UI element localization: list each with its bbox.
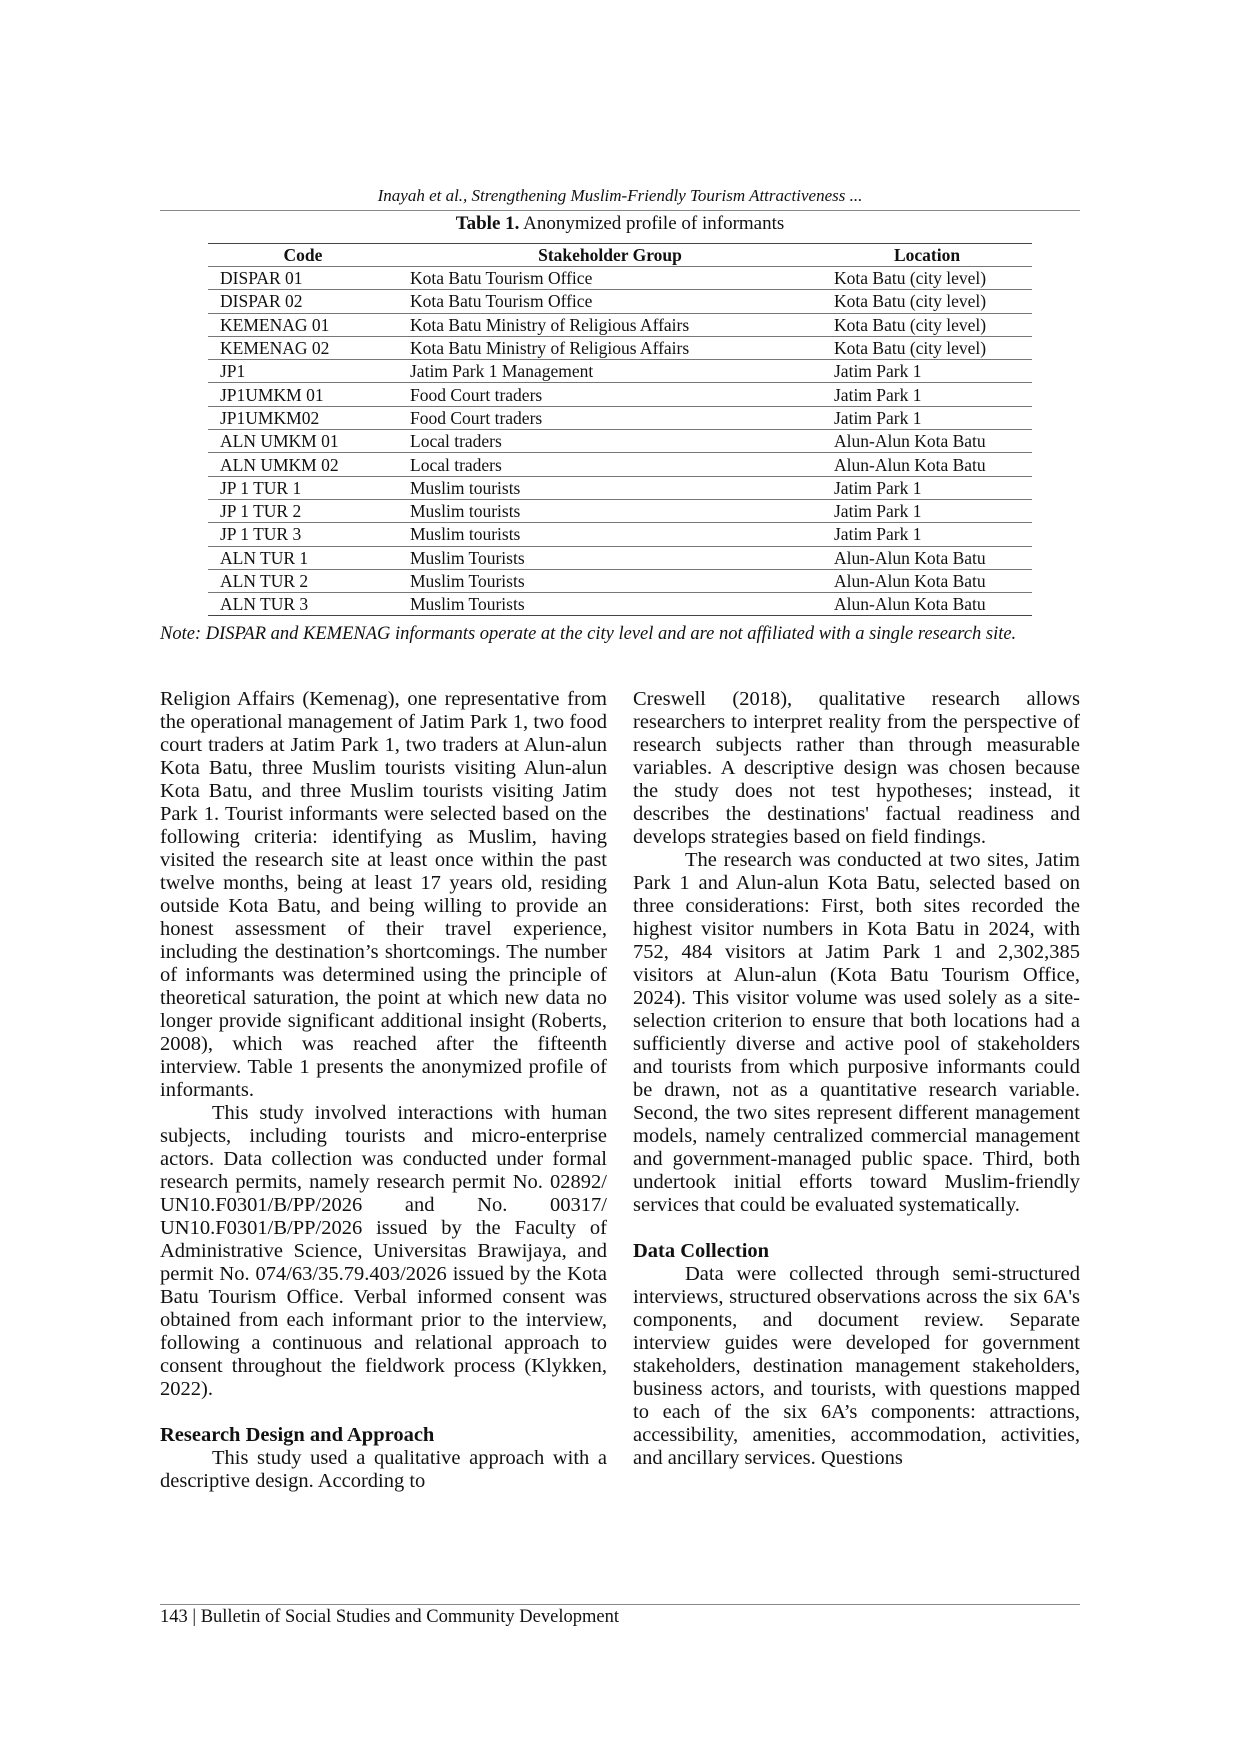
cell-stakeholder-group: Muslim Tourists xyxy=(398,593,822,616)
table-row xyxy=(208,499,1032,522)
cell-stakeholder-group: Local traders xyxy=(398,430,822,453)
table-row xyxy=(208,546,1032,569)
table-row xyxy=(208,476,1032,499)
cell-location: Alun-Alun Kota Batu xyxy=(822,430,1032,453)
cell-code: ALN UMKM 01 xyxy=(208,430,398,453)
cell-code: JP1 xyxy=(208,360,398,383)
cell-location: Jatim Park 1 xyxy=(822,383,1032,406)
header-rule xyxy=(160,210,1080,211)
cell-code: ALN UMKM 02 xyxy=(208,453,398,476)
column-header-code: Code xyxy=(208,244,398,267)
cell-code: KEMENAG 02 xyxy=(208,336,398,359)
cell-code: ALN TUR 3 xyxy=(208,593,398,616)
cell-code: JP 1 TUR 3 xyxy=(208,523,398,546)
cell-stakeholder-group: Muslim tourists xyxy=(398,476,822,499)
table-caption xyxy=(160,212,1080,236)
informants-table xyxy=(208,243,1032,616)
footer-rule xyxy=(160,1604,1080,1605)
section-spacer xyxy=(160,1401,607,1424)
cell-stakeholder-group: Food Court traders xyxy=(398,383,822,406)
cell-stakeholder-group: Food Court traders xyxy=(398,406,822,429)
cell-stakeholder-group: Kota Batu Ministry of Religious Affairs xyxy=(398,313,822,336)
table-row xyxy=(208,290,1032,313)
cell-location: Jatim Park 1 xyxy=(822,476,1032,499)
cell-location: Jatim Park 1 xyxy=(822,499,1032,522)
cell-location: Alun-Alun Kota Batu xyxy=(822,453,1032,476)
column-header-stakeholder-group: Stakeholder Group xyxy=(398,244,822,267)
cell-location: Alun-Alun Kota Batu xyxy=(822,546,1032,569)
cell-location: Alun-Alun Kota Batu xyxy=(822,593,1032,616)
cell-code: DISPAR 01 xyxy=(208,267,398,290)
cell-location: Jatim Park 1 xyxy=(822,406,1032,429)
cell-code: JP1UMKM02 xyxy=(208,406,398,429)
table-row xyxy=(208,406,1032,429)
cell-code: JP 1 TUR 1 xyxy=(208,476,398,499)
table-row xyxy=(208,523,1032,546)
running-head: Inayah et al., Strengthening Muslim-Friendly Tourism Attractiveness ... xyxy=(377,186,863,205)
table-row xyxy=(208,336,1032,359)
cell-code: JP 1 TUR 2 xyxy=(208,499,398,522)
body-paragraph: This study used a qualitative approach with a descriptive design. According to xyxy=(160,1447,607,1492)
table-header-row xyxy=(208,244,1032,267)
cell-location: Kota Batu (city level) xyxy=(822,313,1032,336)
table-row xyxy=(208,383,1032,406)
table-row xyxy=(208,267,1032,290)
body-paragraph: Data were collected through semi-structured interviews, structured observations across the six 6A's components, and document review. Separate interview guides were developed for government stakeholders, destination management stakeholders, business actors, and tourists, with questions mapped to each of the six 6A’s components: attractions, accessibility, amenities, accommodation, activities, and ancillary services. Questions xyxy=(633,1263,1080,1469)
cell-stakeholder-group: Muslim tourists xyxy=(398,499,822,522)
page-footer: 143 | Bulletin of Social Studies and Community Development xyxy=(160,1607,619,1627)
right-column xyxy=(633,688,1080,1470)
cell-location: Kota Batu (city level) xyxy=(822,336,1032,359)
body-paragraph: Creswell (2018), qualitative research allows researchers to interpret reality from the perspective of research subjects rather than through measurable variables. A descriptive design was chosen because the study does not test hypotheses; instead, it describes the destinations' factual readiness and develops strategies based on field findings. xyxy=(633,688,1080,848)
cell-code: DISPAR 02 xyxy=(208,290,398,313)
column-header-location: Location xyxy=(822,244,1032,267)
cell-code: ALN TUR 2 xyxy=(208,569,398,592)
cell-stakeholder-group: Muslim Tourists xyxy=(398,569,822,592)
body-paragraph: The research was conducted at two sites, Jatim Park 1 and Alun-alun Kota Batu, selected based on three considerations: First, both sites recorded the highest visitor numbers in Kota Batu in 2024, with 752, 484 visitors at Jatim Park 1 and 2,302,385 visitors at Alun-alun (Kota Batu Tourism Office, 2024). This visitor volume was used solely as a site-selection criterion to ensure that both locations had a sufficiently diverse and active pool of stakeholders and tourists from which purposive informants could be drawn, not as a quantitative research variable. Second, the two sites represent different management models, namely centralized commercial management and government-managed public space. Third, both undertook initial efforts toward Muslim-friendly services that could be evaluated systematically. xyxy=(633,849,1080,1216)
cell-code: JP1UMKM 01 xyxy=(208,383,398,406)
table-note: Note: DISPAR and KEMENAG informants operate at the city level and are not affiliated with a single research site. xyxy=(160,624,1017,644)
table-row xyxy=(208,313,1032,336)
cell-stakeholder-group: Jatim Park 1 Management xyxy=(398,360,822,383)
left-column xyxy=(160,688,607,1493)
cell-code: KEMENAG 01 xyxy=(208,313,398,336)
table-row xyxy=(208,569,1032,592)
cell-stakeholder-group: Kota Batu Tourism Office xyxy=(398,267,822,290)
body-paragraph: This study involved interactions with human subjects, including tourists and micro-enterprise actors. Data collection was conducted under formal research permits, namely research permit No. 02892/ UN10.F0301/B/PP/2026 and No. 00317/ UN10.F0301/B/PP/2026 issued by the Faculty of Administrative Science, Universitas Brawijaya, and permit No. 074/63/35.79.403/2026 issued by the Kota Batu Tourism Office. Verbal informed consent was obtained from each informant prior to the interview, following a continuous and relational approach to consent throughout the fieldwork process (Klykken, 2022). xyxy=(160,1102,607,1400)
cell-stakeholder-group: Local traders xyxy=(398,453,822,476)
section-heading-data-collection: Data Collection xyxy=(633,1240,770,1262)
cell-location: Jatim Park 1 xyxy=(822,523,1032,546)
cell-location: Alun-Alun Kota Batu xyxy=(822,569,1032,592)
cell-location: Kota Batu (city level) xyxy=(822,267,1032,290)
body-paragraph: Religion Affairs (Kemenag), one representative from the operational management of Jatim Park 1, two food court traders at Jatim Park 1, two traders at Alun-alun Kota Batu, three Muslim tourists visiting Alun-alun Kota Batu, and three Muslim tourists visiting Jatim Park 1. Tourist informants were selected based on the following criteria: identifying as Muslim, having visited the research site at least once within the past twelve months, being at least 17 years old, residing outside Kota Batu, and being willing to provide an honest assessment of their travel experience, including the destination’s shortcomings. The number of informants was determined using the principle of theoretical saturation, the point at which new data no longer provide significant additional insight (Roberts, 2008), which was reached after the fifteenth interview. Table 1 presents the anonymized profile of informants. xyxy=(160,688,607,1101)
section-heading-research-design: Research Design and Approach xyxy=(160,1424,435,1446)
table-row xyxy=(208,453,1032,476)
table-row xyxy=(208,430,1032,453)
table-caption-text: Anonymized profile of informants xyxy=(519,213,785,234)
table-caption-label: Table 1. xyxy=(455,213,520,234)
cell-location: Kota Batu (city level) xyxy=(822,290,1032,313)
section-spacer xyxy=(633,1217,1080,1240)
cell-stakeholder-group: Muslim Tourists xyxy=(398,546,822,569)
cell-stakeholder-group: Kota Batu Tourism Office xyxy=(398,290,822,313)
cell-stakeholder-group: Kota Batu Ministry of Religious Affairs xyxy=(398,336,822,359)
table-row xyxy=(208,360,1032,383)
cell-stakeholder-group: Muslim tourists xyxy=(398,523,822,546)
cell-code: ALN TUR 1 xyxy=(208,546,398,569)
table-row xyxy=(208,593,1032,616)
cell-location: Jatim Park 1 xyxy=(822,360,1032,383)
